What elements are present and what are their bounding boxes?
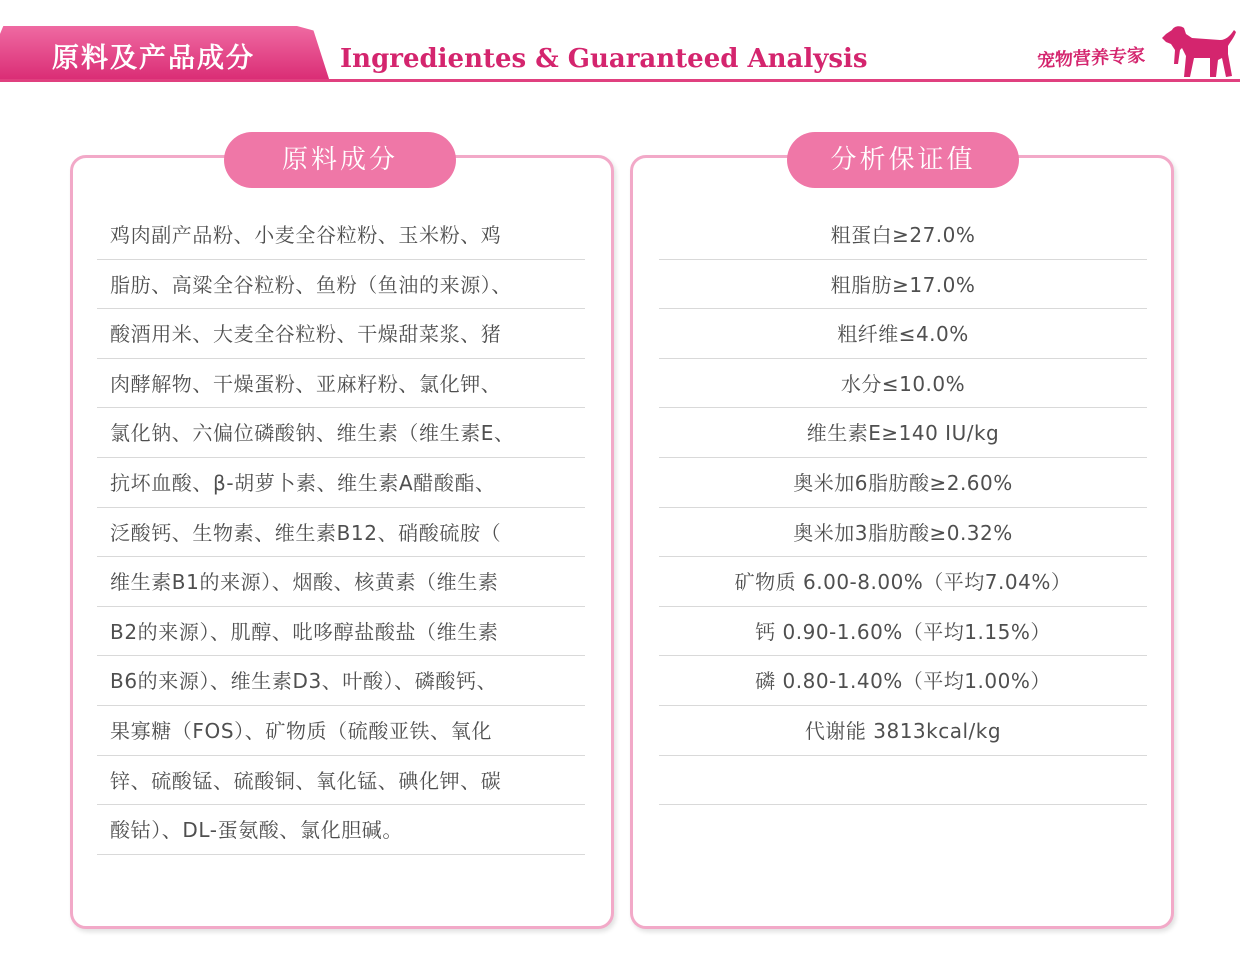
ingredient-line: 酸钴）、DL-蛋氨酸、氯化胆碱。 [97,805,585,855]
page-subtitle: Ingredientes & Guaranteed Analysis [340,44,868,74]
analysis-row: 磷 0.80-1.40%（平均1.00%） [659,656,1147,706]
ingredient-line: 维生素B1的来源）、烟酸、核黄素（维生素 [97,557,585,607]
ingredient-line: 果寡糖（FOS）、矿物质（硫酸亚铁、氧化 [97,706,585,756]
analysis-row: 水分≤10.0% [659,359,1147,409]
ingredients-title: 原料成分 [224,132,456,188]
ingredient-line: 脂肪、高粱全谷粒粉、鱼粉（鱼油的来源）、 [97,260,585,310]
analysis-row: 奥米加6脂肪酸≥2.60% [659,458,1147,508]
analysis-row: 代谢能 3813kcal/kg [659,706,1147,756]
dog-silhouette-icon [1158,24,1238,80]
header-divider [0,79,1240,82]
analysis-row: 粗纤维≤4.0% [659,309,1147,359]
ingredient-line: B6的来源）、维生素D3、叶酸）、磷酸钙、 [97,656,585,706]
analysis-row: 奥米加3脂肪酸≥0.32% [659,508,1147,558]
ingredient-line: 抗坏血酸、β-胡萝卜素、维生素A醋酸酯、 [97,458,585,508]
analysis-list [659,210,1147,805]
analysis-row: 矿物质 6.00-8.00%（平均7.04%） [659,557,1147,607]
page-title: 原料及产品成分 [52,43,255,74]
ingredient-line: 肉酵解物、干燥蛋粉、亚麻籽粉、氯化钾、 [97,359,585,409]
analysis-row: 钙 0.90-1.60%（平均1.15%） [659,607,1147,657]
ingredients-list [97,210,585,855]
analysis-row: 粗脂肪≥17.0% [659,260,1147,310]
ingredient-line: 泛酸钙、生物素、维生素B12、硝酸硫胺（ [97,508,585,558]
analysis-row: 维生素E≥140 IU/kg [659,408,1147,458]
page-header [0,0,1240,90]
analysis-row: 粗蛋白≥27.0% [659,210,1147,260]
ingredient-line: B2的来源）、肌醇、吡哆醇盐酸盐（维生素 [97,607,585,657]
ingredient-line: 氯化钠、六偏位磷酸钠、维生素（维生素E、 [97,408,585,458]
analysis-title: 分析保证值 [787,132,1019,188]
analysis-row [659,756,1147,806]
ingredient-line: 锌、硫酸锰、硫酸铜、氧化锰、碘化钾、碳 [97,756,585,806]
ingredient-line: 酸酒用米、大麦全谷粒粉、干燥甜菜浆、猪 [97,309,585,359]
brand-slogan: 宠物营养专家 [1036,45,1146,72]
ingredient-line: 鸡肉副产品粉、小麦全谷粒粉、玉米粉、鸡 [97,210,585,260]
